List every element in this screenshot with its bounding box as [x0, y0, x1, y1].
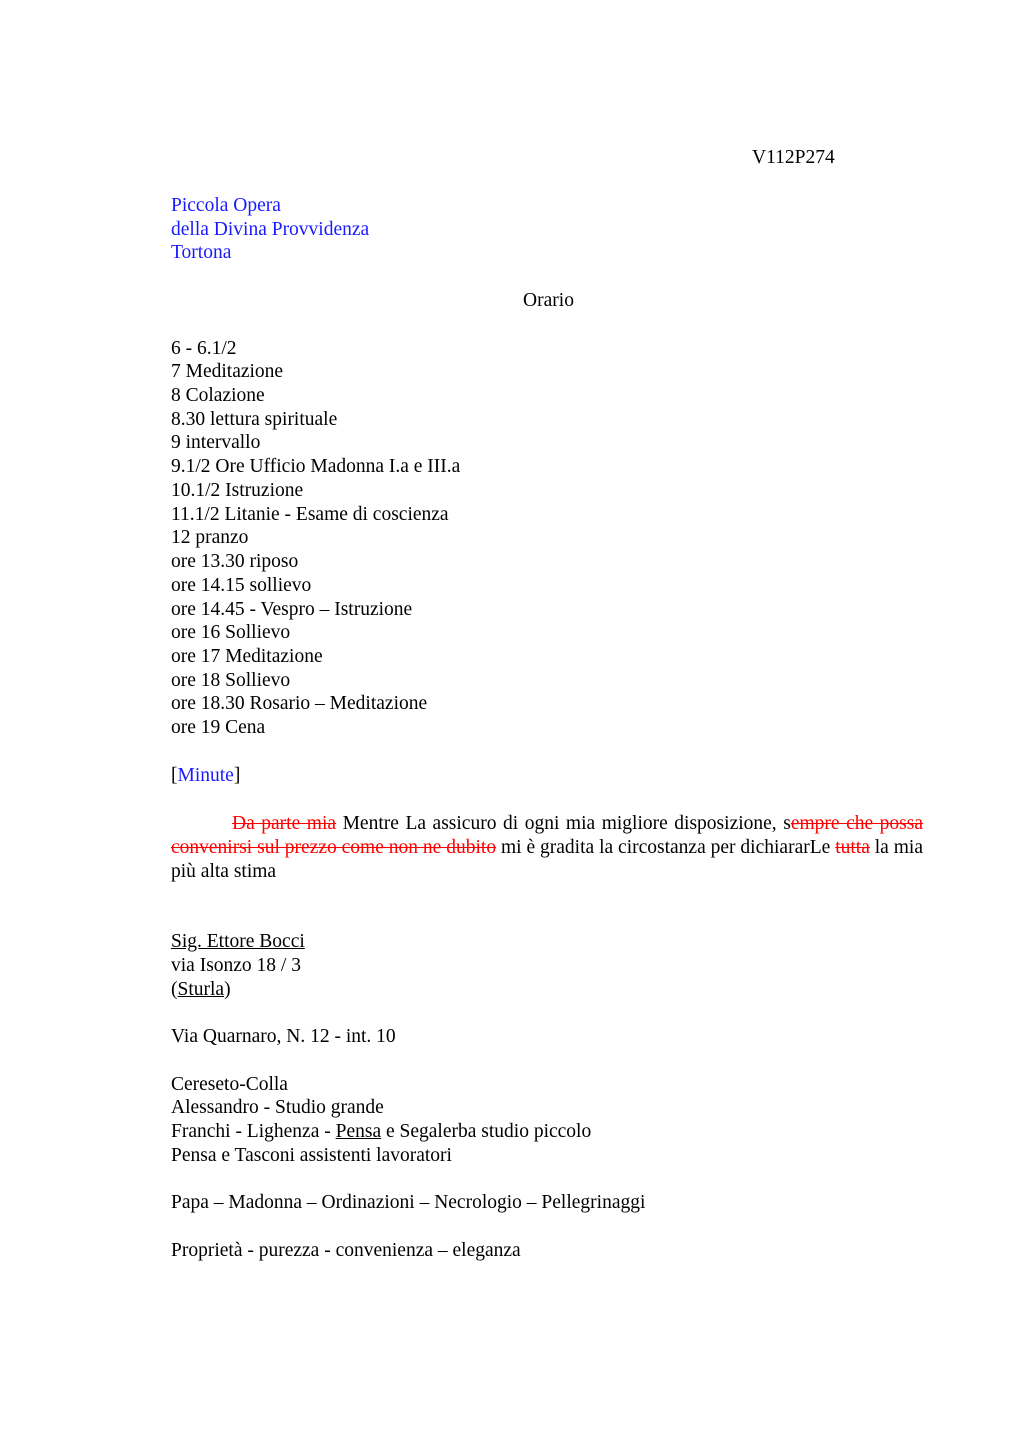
- note-line: Pensa e Tasconi assistenti lavoratori: [171, 1145, 452, 1166]
- schedule-item: ore 14.15 sollievo: [171, 575, 312, 596]
- recipient-street: via Isonzo 18 / 3: [171, 955, 301, 976]
- note-topics: Papa – Madonna – Ordinazioni – Necrologio – Pellegrinaggi: [171, 1192, 646, 1213]
- recipient-district: [171, 978, 231, 1002]
- minute-label: [171, 764, 240, 788]
- note-qualities: Proprietà - purezza - convenienza – eleganza: [171, 1240, 521, 1261]
- note-line: Cereseto-Colla: [171, 1074, 288, 1095]
- deleted-text: empre che possa convenirsi sul prezzo come non ne dubito: [171, 813, 924, 858]
- schedule-item: 6 - 6.1/2: [171, 338, 237, 359]
- schedule-item: ore 16 Sollievo: [171, 622, 291, 643]
- minute-open-bracket: [: [171, 765, 178, 786]
- schedule-item: 7 Meditazione: [171, 361, 284, 382]
- note-line: [171, 1120, 591, 1144]
- schedule-item: 9 intervallo: [171, 432, 261, 453]
- note-address: Via Quarnaro, N. 12 - int. 10: [171, 1026, 396, 1047]
- minute-close-bracket: ]: [233, 765, 241, 786]
- paragraph-text: la mia più alta stima: [171, 836, 923, 882]
- page-title: Orario: [523, 290, 574, 311]
- letterhead-line-2: della Divina Provvidenza: [171, 219, 370, 240]
- note-line: Alessandro - Studio grande: [171, 1097, 384, 1118]
- note-text: e Segalerba studio piccolo: [381, 1121, 592, 1142]
- schedule-item: 8.30 lettura spirituale: [171, 409, 338, 430]
- schedule-item: 8 Colazione: [171, 385, 265, 406]
- recipient-name: Sig. Ettore Bocci: [171, 931, 305, 952]
- letterhead-line-1: Piccola Opera: [171, 195, 281, 216]
- schedule-item: 9.1/2 Ore Ufficio Madonna I.a e III.a: [171, 456, 461, 477]
- note-underlined-name: Pensa: [335, 1121, 382, 1142]
- schedule-item: ore 13.30 riposo: [171, 551, 299, 572]
- letter-paragraph: [171, 812, 923, 883]
- letterhead-line-3: Tortona: [171, 242, 232, 263]
- deleted-text: tutta: [835, 836, 870, 858]
- paren-close: ): [224, 979, 231, 1000]
- paren-open: (: [171, 979, 178, 1000]
- paragraph-text: mi è gradita la circostanza per dichiararLe: [496, 836, 836, 858]
- note-text: Franchi - Lighenza -: [171, 1121, 336, 1142]
- reference-code: V112P274: [752, 147, 835, 168]
- schedule-item: ore 18.30 Rosario – Meditazione: [171, 693, 428, 714]
- schedule-item: ore 17 Meditazione: [171, 646, 323, 667]
- schedule-item: 11.1/2 Litanie - Esame di coscienza: [171, 504, 449, 525]
- schedule-item: ore 19 Cena: [171, 717, 266, 738]
- schedule-item: 12 pranzo: [171, 527, 249, 548]
- schedule-item: ore 14.45 - Vespro – Istruzione: [171, 599, 413, 620]
- paragraph-text: Mentre La assicuro di ogni mia migliore disposizione, s: [336, 813, 791, 834]
- district-name: Sturla: [177, 979, 225, 1000]
- deleted-text: Da parte mia: [232, 813, 337, 834]
- schedule-item: 10.1/2 Istruzione: [171, 480, 304, 501]
- minute-text: Minute: [177, 765, 234, 786]
- schedule-item: ore 18 Sollievo: [171, 670, 291, 691]
